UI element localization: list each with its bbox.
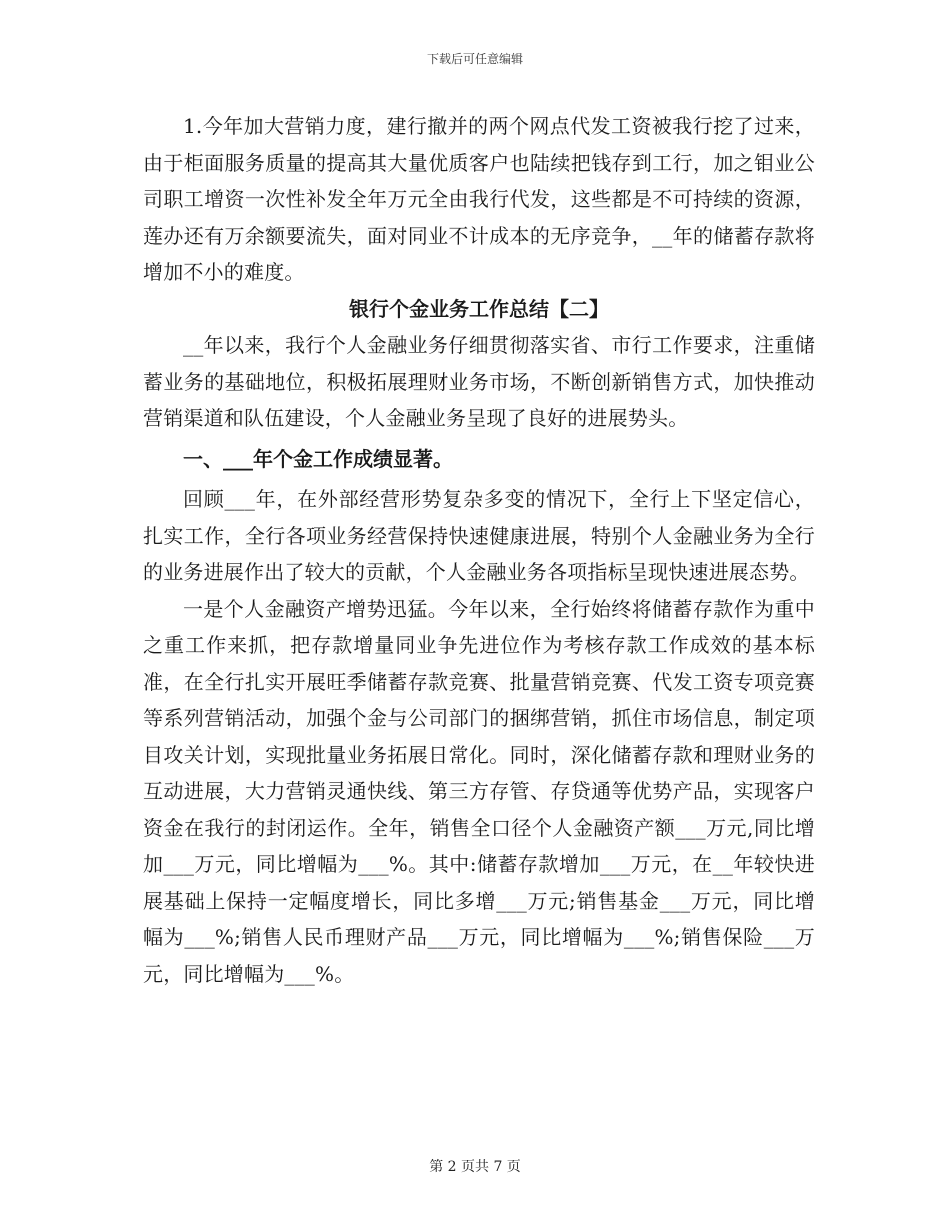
paragraph-1: 1.今年加大营销力度，建行撤并的两个网点代发工资被我行挖了过来，由于柜面服务质量的提高其大量优质客户也陆续把钱存到工行，加之钼业公司职工增资一次性补发全年万元全由我行代发，这些都是不可持续的资源，莲办还有万余额要流失，面对同业不计成本的无序竞争，__年的储蓄存款将增加不小的难度。	[143, 114, 815, 284]
paragraph-2: __年以来，我行个人金融业务仔细贯彻落实省、市行工作要求，注重储蓄业务的基础地位，积极拓展理财业务市场，不断创新销售方式，加快推动营销渠道和队伍建设，个人金融业务呈现了良好的进展势头。	[143, 333, 815, 430]
paragraph-4: 一是个人金融资产增势迅猛。今年以来，全行始终将储蓄存款作为重中之重工作来抓，把存款增量同业争先进位作为考核存款工作成效的基本标准，在全行扎实开展旺季储蓄存款竞赛、批量营销竞赛、代发工资专项竞赛等系列营销活动，加强个金与公司部门的捆绑营销，抓住市场信息，制定项目攻关计划，实现批量业务拓展日常化。同时，深化储蓄存款和理财业务的互动进展，大力营销灵通快线、第三方存管、存贷通等优势产品，实现客户资金在我行的封闭运作。全年，销售全口径个人金融资产额___万元,同比增加___万元，同比增幅为___%。其中:储蓄存款增加___万元，在__年较快进展基础上保持一定幅度增长，同比多增___万元;销售基金___万元，同比增幅为___%;销售人民币理财产品___万元，同比增幅为___%;销售保险___万元，同比增幅为___%。	[143, 596, 815, 986]
page-footer: 第 2 页共 7 页	[429, 1159, 521, 1175]
heading-1: 一、___年个金工作成绩显著。	[183, 446, 453, 471]
section-title: 银行个金业务工作总结【二】	[349, 296, 609, 321]
paragraph-3: 回顾___年，在外部经营形势复杂多变的情况下，全行上下坚定信心，扎实工作，全行各项业务经营保持快速健康进展，特别个人金融业务为全行的业务进展作出了较大的贡献，个人金融业务各项指标呈现快速进展态势。	[143, 487, 815, 584]
page-header: 下载后可任意编辑	[426, 52, 523, 66]
document-body	[143, 108, 815, 992]
